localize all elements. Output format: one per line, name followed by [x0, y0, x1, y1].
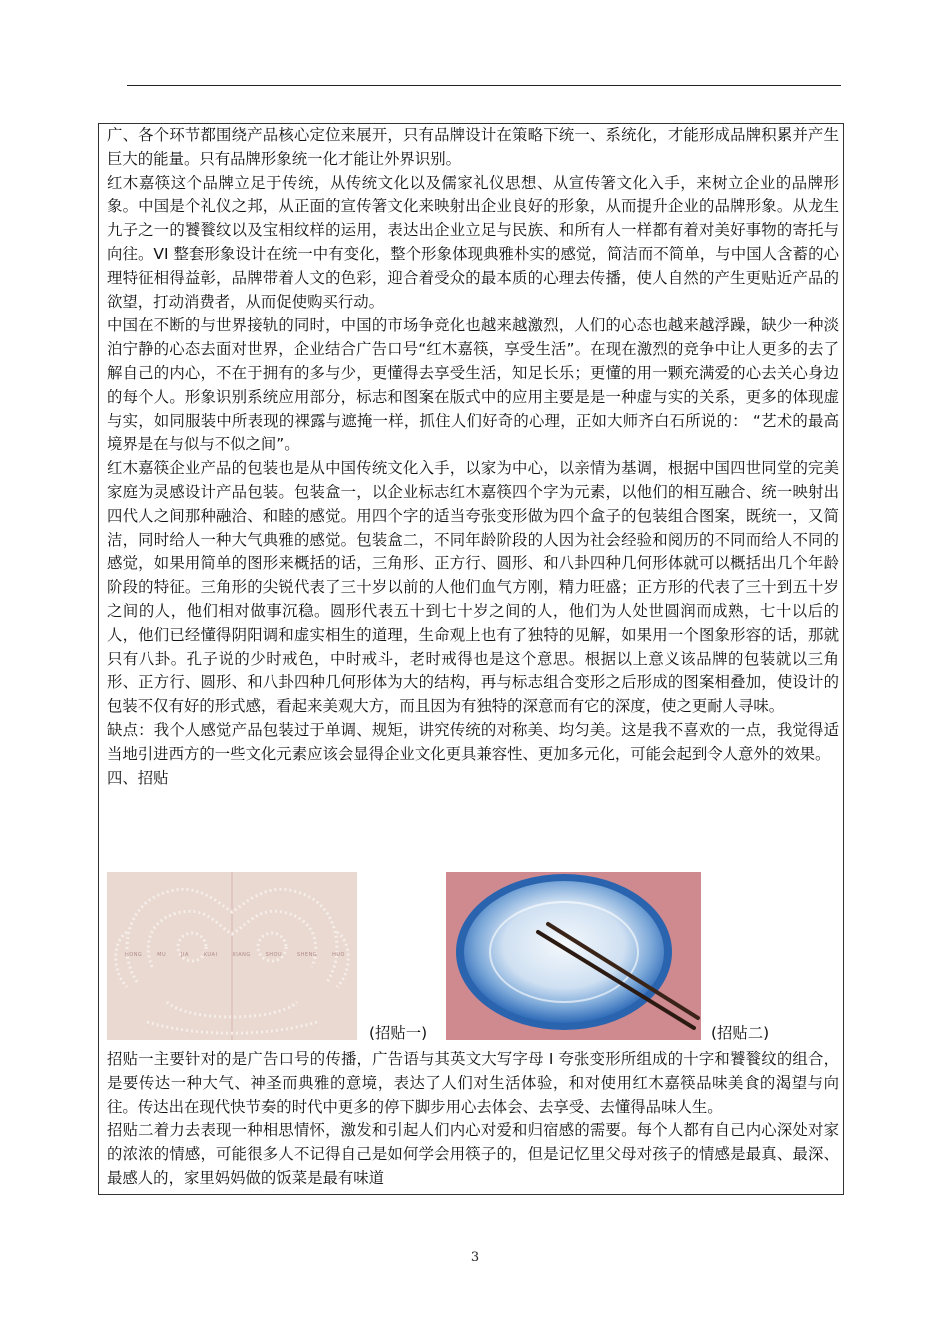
- pinyin-word: JIA: [181, 952, 189, 958]
- content-box: [98, 123, 844, 1195]
- header-rule: [127, 85, 841, 86]
- poster-one-description: 招贴一主要针对的是广告口号的传播，广告语与其英文大写字母 I 夸张变形所组成的十字和饕餮纹的组合，是要传达一种大气、神圣而典雅的意境，表达了人们对生活体验，和对使用红木嘉筷品味美食的渴望与向往。传达出在现代快节奏的时代中更多的停下脚步用心去体会、去享受、去懂得品味人生。: [107, 1050, 839, 1116]
- poster-two-caption: (招贴二): [711, 1024, 770, 1042]
- main-text: [107, 124, 839, 790]
- paragraph-4: 红木嘉筷企业产品的包装也是从中国传统文化入手，以家为中心，以亲情为基调，根据中国四世同堂的完美家庭为灵感设计产品包装。包装盒一，以企业标志红木嘉筷四个字为元素，以他们的相互融合、统一映射出四代人之间那种融洽、和睦的感觉。用四个字的适当夸张变形做为四个盒子的包装组合图案，既统一，又简洁，同时给人一种大气典雅的感觉。包装盒二，不同年龄阶段的人因为社会经验和阅历的不同而给人不同的感觉，如果用简单的图形来概括的话，三角形、正方行、圆形、和八卦四种几何形体就可以概括出几个年龄阶段的特征。三角形的尖锐代表了三十岁以前的人他们血气方刚，精力旺盛；正方形的代表了三十到五十岁之间的人，他们相对做事沉稳。圆形代表五十到七十岁之间的人，他们为人处世圆润而成熟，七十以后的人，他们已经懂得阴阳调和虚实相生的道理，生命观上也有了独特的见解，如果用一个图象形容的话，那就只有八卦。孔子说的少时戒色，中时戒斗，老时戒得也是这个意思。根据以上意义该品牌的包装就以三角形、正方行、圆形、和八卦四种几何形体为大的结构，再与标志组合变形之后形成的图案相叠加，使设计的包装不仅有好的形式感，看起来美观大方，而且因为有独特的深意而有它的深度，使之更耐人寻味。: [107, 459, 839, 716]
- paragraph-3: 中国在不断的与世界接轨的同时，中国的市场争竞化也越来越激烈，人们的心态也越来越浮躁，缺少一种淡泊宁静的心态去面对世界，企业结合广告口号“红木嘉筷，享受生活”。在现在激烈的竞争中让人更多的去了解自己的内心，不在于拥有的多与少，更懂得去享受生活，知足长乐；更懂的用一颗充满爱的心去关心身边的每个人。形象识别系统应用部分，标志和图案在版式中的应用主要是是一种虚与实的关系，更多的体现虚与实，如同服装中所表现的裸露与遮掩一样，抓住人们好奇的心理，正如大师齐白石所说的： “艺术的最高境界是在与似与不似之间”。: [107, 316, 839, 454]
- paragraph-1: 广、各个环节都围绕产品核心定位来展开，只有品牌设计在策略下统一、系统化，才能形成品牌积累并产生巨大的能量。只有品牌形象统一化才能让外界识别。: [107, 126, 839, 168]
- posters-row: [107, 872, 839, 1044]
- pinyin-strip: [125, 952, 345, 958]
- poster-one-image: [107, 872, 357, 1040]
- pinyin-word: XIANG: [232, 952, 251, 958]
- paragraph-5: 缺点：我个人感觉产品包装过于单调、规矩，讲究传统的对称美、均匀美。这是我不喜欢的一点，我觉得适当地引进西方的一些文化元素应该会显得企业文化更具兼容性、更加多元化，可能会起到令人意外的效果。: [107, 720, 839, 763]
- plate-chopsticks-graphic: [446, 872, 701, 1040]
- pinyin-word: SHENG: [297, 952, 318, 958]
- pinyin-word: HUO: [332, 952, 345, 958]
- pinyin-word: SHOU: [265, 952, 283, 958]
- pinyin-word: MU: [157, 952, 167, 958]
- section-title: 四、招贴: [107, 768, 169, 787]
- paragraph-2: 红木嘉筷这个品牌立足于传统，从传统文化以及儒家礼仪思想、从宣传箸文化入手，来树立企业的品牌形象。中国是个礼仪之邦，从正面的宣传箸文化来映射出企业良好的形象，从而提升企业的品牌形象。从龙生九子之一的饕餮纹以及宝相纹样的运用，表达出企业立足与民族、和所有人一样都有着对美好事物的寄托与向往。VI 整套形象设计在统一中有变化，整个形象体现典雅朴实的感觉，简洁而不简单，与中国人含蓄的心理特征相得益彰，品牌带着人文的色彩，迎合着受众的最本质的心理去传播，使人自然的产生更贴近产品的欲望，打动消费者，从而促使购买行动。: [107, 173, 839, 311]
- pinyin-word: HONG: [125, 952, 143, 958]
- poster-two-description: 招贴二着力去表现一种相思情怀，激发和引起人们内心对爱和归宿感的需要。每个人都有自己内心深处对家的浓浓的情感，可能很多人不记得自己是如何学会用筷子的，但是记忆里父母对孩子的情感是最真、最深、最感人的，家里妈妈做的饭菜是最有味道: [107, 1121, 839, 1187]
- poster-description-text: [107, 1048, 839, 1191]
- poster-one-caption: (招贴一): [369, 1024, 428, 1042]
- pinyin-word: KUAI: [203, 952, 218, 958]
- poster-two-image: [446, 872, 701, 1040]
- page-number: 3: [470, 1250, 480, 1265]
